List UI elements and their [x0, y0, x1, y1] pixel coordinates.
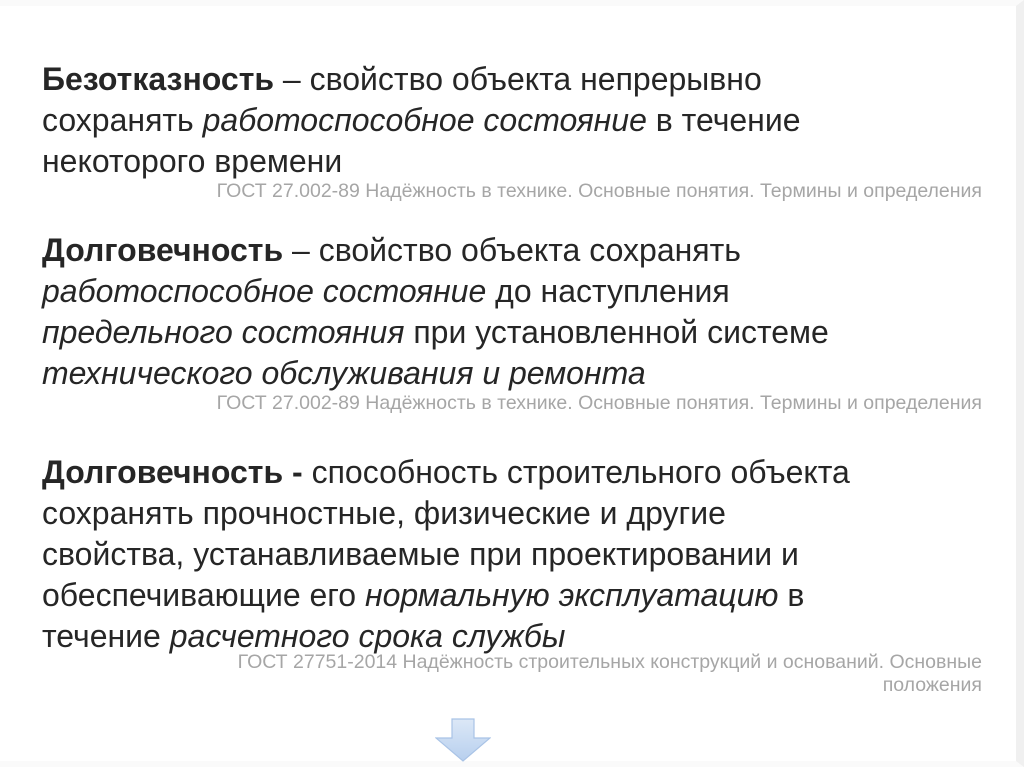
term: Долговечность: [42, 232, 284, 268]
definition-durability-construction: [42, 452, 982, 657]
body-text: некоторого времени: [42, 143, 343, 179]
body-text: обеспечивающие его: [42, 577, 365, 613]
definition-reliability: [42, 59, 982, 182]
term: Долговечность -: [42, 454, 303, 490]
term: Безотказность: [42, 61, 275, 97]
source-line: положения: [882, 674, 982, 696]
emphasis-text: работоспособное состояние: [202, 102, 647, 138]
body-text: до наступления: [486, 273, 730, 309]
body-text: свойства, устанавливаемые при проектировании и: [42, 536, 799, 572]
body-text: в течение: [646, 102, 801, 138]
body-text: – свойство объекта сохранять: [283, 232, 741, 268]
emphasis-text: расчетного срока службы: [169, 618, 566, 654]
emphasis-text: предельного состояния: [42, 314, 405, 350]
source-citation-multiline: [42, 651, 982, 697]
source-citation: ГОСТ 27.002-89 Надёжность в технике. Основные понятия. Термины и определения: [216, 180, 982, 202]
body-text: – свойство объекта непрерывно: [274, 61, 762, 97]
body-text: способность строительного объекта: [302, 454, 850, 490]
emphasis-text: работоспособное состояние: [42, 273, 487, 309]
emphasis-text: технического обслуживания и ремонта: [42, 355, 646, 391]
source-line: ГОСТ 27751-2014 Надёжность строительных конструкций и оснований. Основные: [237, 651, 982, 673]
source-citation: ГОСТ 27.002-89 Надёжность в технике. Основные понятия. Термины и определения: [216, 392, 982, 414]
definition-durability: [42, 230, 982, 394]
body-text: при установленной системе: [404, 314, 829, 350]
body-text: в: [778, 577, 805, 613]
down-arrow-icon[interactable]: [435, 718, 491, 762]
body-text: сохранять: [42, 102, 203, 138]
body-text: сохранять прочностные, физические и другие: [42, 495, 726, 531]
emphasis-text: нормальную эксплуатацию: [364, 577, 779, 613]
body-text: течение: [42, 618, 170, 654]
